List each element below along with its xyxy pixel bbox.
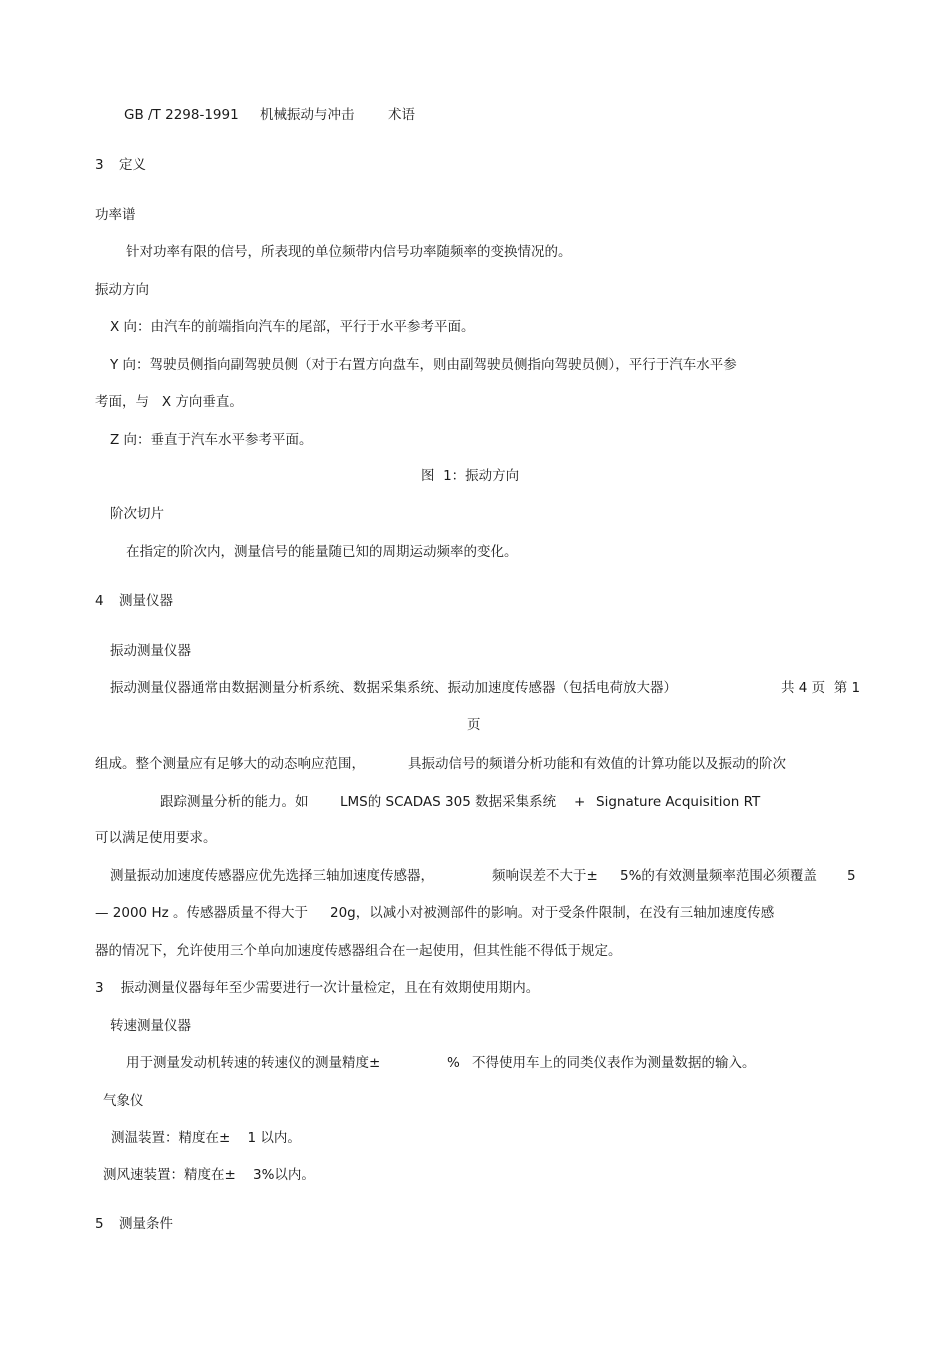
vibration-instruments-line3b: LMS的 SCADAS 305 数据采集系统	[340, 794, 557, 810]
speed-instruments-line-b: %	[447, 1055, 460, 1071]
vibration-instruments-line2b: 具振动信号的频谱分析功能和有效值的计算功能以及振动的阶次	[408, 756, 786, 772]
sensor-line2a: — 2000 Hz 。传感器质量不得大于	[95, 905, 308, 921]
vibration-instruments-line4: 可以满足使用要求。	[95, 830, 217, 846]
section3-number: 3	[95, 157, 104, 173]
vibration-instruments-term: 振动测量仪器	[110, 643, 191, 659]
speed-instruments-term: 转速测量仪器	[110, 1018, 191, 1034]
ref-standard-title: 机械振动与冲击	[260, 107, 355, 123]
figure-caption: 图 1：振动方向	[421, 468, 520, 484]
sensor-line1b: 频响误差不大于±	[492, 868, 598, 884]
sensor-line2b: 20g，以减小对被测部件的影响。对于受条件限制，在没有三轴加速度传感	[330, 905, 775, 921]
sensor-line1a: 测量振动加速度传感器应优先选择三轴加速度传感器，	[110, 868, 434, 884]
power-spectrum-term: 功率谱	[95, 207, 136, 223]
vibration-instruments-line3d: Signature Acquisition RT	[596, 794, 761, 810]
sensor-line1d: 5	[847, 868, 856, 884]
section3-title: 定义	[119, 157, 146, 173]
section5-number: 5	[95, 1216, 104, 1232]
order-slice-definition: 在指定的阶次内，测量信号的能量随已知的周期运动频率的变化。	[126, 544, 518, 560]
page-marker: 共 4 页 第 1	[781, 680, 861, 696]
sensor-line1c: 5%的有效测量频率范围必须覆盖	[620, 868, 817, 884]
speed-instruments-line-c: 不得使用车上的同类仪表作为测量数据的输入。	[472, 1055, 756, 1071]
vibration-instruments-line2a: 组成。整个测量应有足够大的动态响应范围，	[95, 756, 365, 772]
order-slice-term: 阶次切片	[110, 506, 164, 522]
vibration-direction-term: 振动方向	[95, 282, 149, 298]
section4-number: 4	[95, 593, 104, 609]
calibration-note: 3 振动测量仪器每年至少需要进行一次计量检定，且在有效期使用期内。	[95, 980, 540, 996]
y-direction-text-line1: Y 向：驾驶员侧指向副驾驶员侧（对于右置方向盘车，则由副驾驶员侧指向驾驶员侧），平行于汽车水平参	[110, 357, 737, 373]
speed-instruments-line-a: 用于测量发动机转速的转速仪的测量精度±	[126, 1055, 381, 1071]
y-direction-text-line2: 考面，与 X 方向垂直。	[95, 394, 243, 410]
ref-standard-code: GB /T 2298-1991	[124, 107, 239, 123]
sensor-line3: 器的情况下，允许使用三个单向加速度传感器组合在一起使用，但其性能不得低于规定。	[95, 943, 622, 959]
section4-title: 测量仪器	[119, 593, 173, 609]
temperature-device-spec: 测温装置：精度在± 1 以内。	[111, 1130, 301, 1146]
wind-speed-device-spec: 测风速装置：精度在± 3%以内。	[103, 1167, 315, 1183]
vibration-instruments-line3c: +	[574, 794, 586, 810]
weather-instrument-term: 气象仪	[103, 1093, 144, 1109]
page-marker-continued: 页	[467, 717, 481, 733]
vibration-instruments-line1: 振动测量仪器通常由数据测量分析系统、数据采集系统、振动加速度传感器（包括电荷放大器）	[110, 680, 677, 696]
section5-title: 测量条件	[119, 1216, 173, 1232]
power-spectrum-definition: 针对功率有限的信号，所表现的单位频带内信号功率随频率的变换情况的。	[126, 244, 572, 260]
vibration-instruments-line3a: 跟踪测量分析的能力。如	[160, 794, 309, 810]
x-direction-text: X 向：由汽车的前端指向汽车的尾部，平行于水平参考平面。	[110, 319, 475, 335]
ref-standard-suffix: 术语	[388, 107, 415, 123]
z-direction-text: Z 向：垂直于汽车水平参考平面。	[110, 432, 313, 448]
